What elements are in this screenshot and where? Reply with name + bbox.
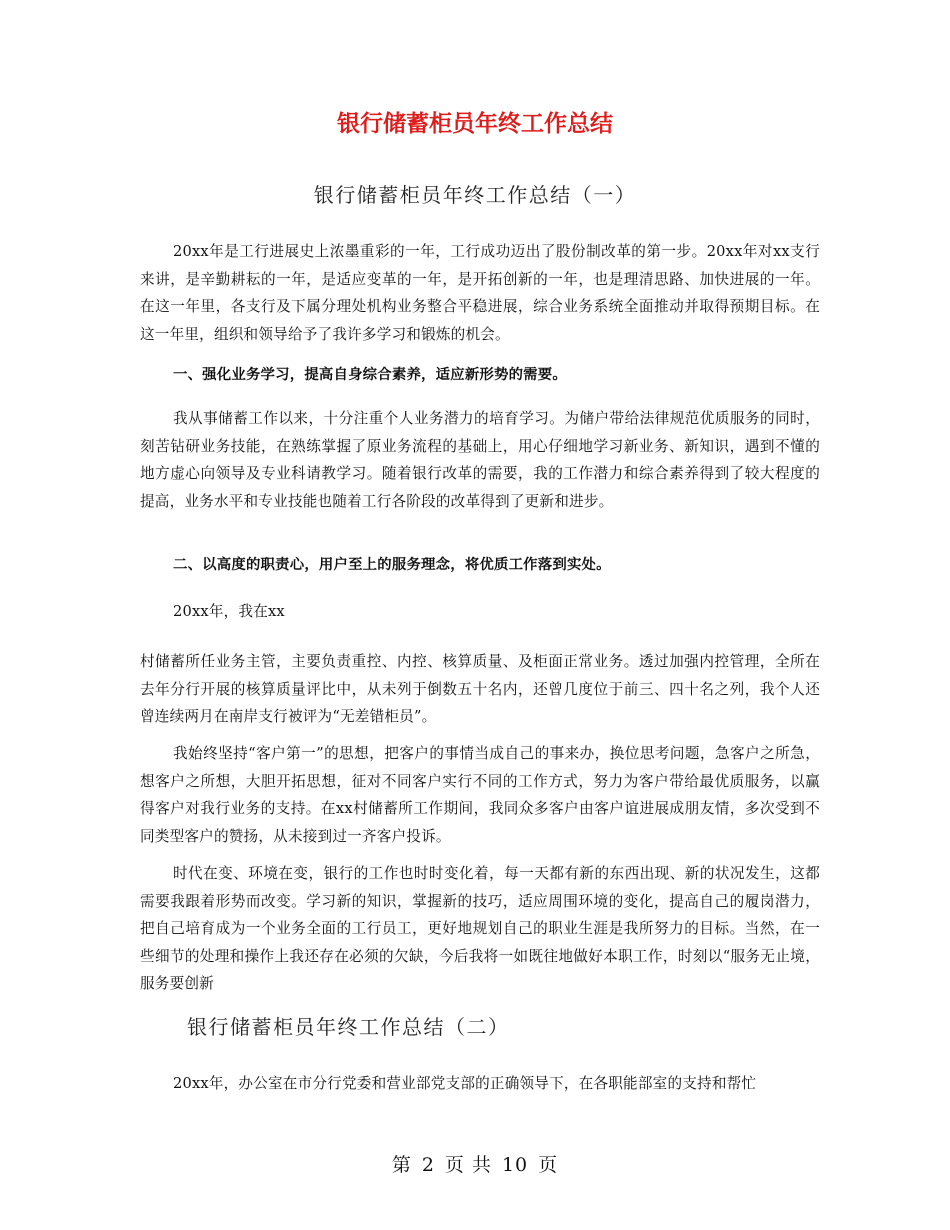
paragraph-year-start: 20xx年，我在xx <box>173 603 285 620</box>
section-1-title: 银行储蓄柜员年终工作总结（一） <box>313 183 637 207</box>
footer-middle: 页 共 <box>444 1154 492 1176</box>
footer-total-pages: 10 <box>501 1154 529 1176</box>
footer-current-page: 2 <box>421 1154 435 1176</box>
heading-2: 二、以高度的职责心，用户至上的服务理念，将优质工作落到实处。 <box>173 557 611 573</box>
heading-1: 一、强化业务学习，提高自身综合素养，适应新形势的需要。 <box>173 367 567 383</box>
document-title: 银行储蓄柜员年终工作总结 <box>337 111 613 137</box>
page-number-footer <box>0 1150 950 1180</box>
paragraph-customer-first: 我始终坚持“客户第一”的思想，把客户的事情当成自己的事来办，换位思考问题，急客户之所急，想客户之所想，大胆开拓思想，征对不同客户实行不同的工作方式，努力为客户带给最优质服务，以赢得客户对我行业务的支持。在xx村储蓄所工作期间，我同众多客户由客户谊进展成朋友情，多次受到不同类型客户的赞扬，从未接到过一齐客户投诉。 <box>140 745 820 845</box>
paragraph-village-office: 村储蓄所任业务主管，主要负责重控、内控、核算质量、及柜面正常业务。透过加强内控管理，全所在去年分行开展的核算质量评比中，从未列于倒数五十名内，还曾几度位于前三、四十名之列，我个人还曾连续两月在南岸支行被评为“无差错柜员”。 <box>140 653 820 725</box>
section-2-title: 银行储蓄柜员年终工作总结（二） <box>187 1015 510 1039</box>
footer-suffix: 页 <box>538 1154 559 1176</box>
paragraph-study: 我从事储蓄工作以来，十分注重个人业务潜力的培育学习。为储户带给法律规范优质服务的同时，刻苦钻研业务技能，在熟练掌握了原业务流程的基础上，用心仔细地学习新业务、新知识，遇到不懂的地方虚心向领导及专业科请教学习。随着银行改革的需要，我的工作潜力和综合素养得到了较大程度的提高，业务水平和专业技能也随着工行各阶段的改革得到了更新和进步。 <box>140 410 820 510</box>
paragraph-section-2: 20xx年，办公室在市分行党委和营业部党支部的正确领导下，在各职能部室的支持和帮忙 <box>173 1075 757 1092</box>
footer-prefix: 第 <box>391 1154 412 1176</box>
paragraph-changing-times: 时代在变、环境在变，银行的工作也时时变化着，每一天都有新的东西出现、新的状况发生，这都需要我跟着形势而改变。学习新的知识，掌握新的技巧，适应周围环境的变化，提高自己的履岗潜力，把自己培育成为一个业务全面的工行员工，更好地规划自己的职业生涯是我所努力的目标。当然，在一些细节的处理和操作上我还存在必须的欠缺，今后我将一如既往地做好本职工作，时刻以“服务无止境，服务要创新 <box>140 865 820 992</box>
paragraph-intro: 20xx年是工行进展史上浓墨重彩的一年，工行成功迈出了股份制改革的第一步。20xx年对xx支行来讲，是辛勤耕耘的一年，是适应变革的一年，是开拓创新的一年，也是理清思路、加快进展的一年。在这一年里，各支行及下属分理处机构业务整合平稳进展，综合业务系统全面推动并取得预期目标。在这一年里，组织和领导给予了我许多学习和锻炼的机会。 <box>140 243 820 343</box>
